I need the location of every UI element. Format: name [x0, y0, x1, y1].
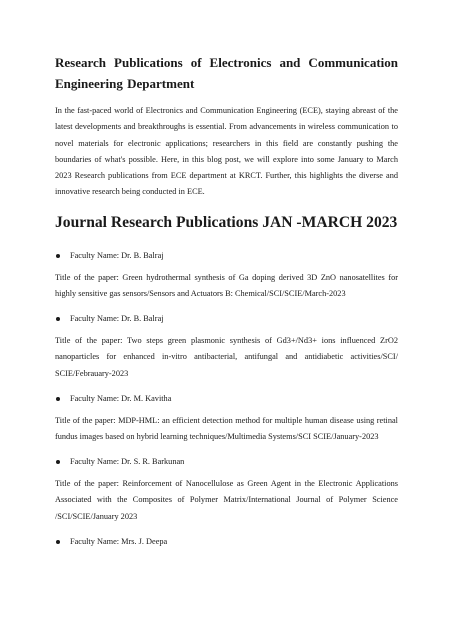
- faculty-item: [55, 248, 398, 264]
- bullet-icon: [56, 254, 60, 258]
- document-title: Research Publications of Electronics and Communication Engineering Department: [55, 55, 398, 91]
- paper-title: Title of the paper: Reinforcement of Nanocellulose as Green Agent in the Electronic Applications Associated with the Composites of Polymer Matrix/International Journal of Polymer Science /SCI/SCIE/January 2023: [55, 479, 398, 521]
- faculty-item: [55, 454, 398, 470]
- bullet-icon: [56, 460, 60, 464]
- bullet-icon: [56, 540, 60, 544]
- faculty-name: Faculty Name: Dr. M. Kavitha: [70, 393, 172, 403]
- faculty-item: [55, 311, 398, 327]
- publication-entry: [55, 534, 398, 550]
- bullet-icon: [56, 397, 60, 401]
- faculty-name: Faculty Name: Dr. B. Balraj: [70, 314, 164, 324]
- faculty-name: Faculty Name: Mrs. J. Deepa: [70, 536, 168, 546]
- bullet-icon: [56, 317, 60, 321]
- paper-title: Title of the paper: MDP-HML: an efficient detection method for multiple human disease using retinal fundus images based on hybrid learning techniques/Multimedia Systems/SCI SCIE/January-2023: [55, 415, 398, 441]
- paper-title: Title of the paper: Green hydrothermal synthesis of Ga doping derived 3D ZnO nanosatellites for highly sensitive gas sensors/Sensors and Actuators B: Chemical/SCI/SCIE/March-2023: [55, 272, 398, 298]
- publication-entry: [55, 454, 398, 525]
- paper-title: Title of the paper: Two steps green plasmonic synthesis of Gd3+/Nd3+ ions influenced ZrO2 nanoparticles for enhanced in-vitro antibacterial, antifungal and antidiabetic activities/SCI/ SCIE/Febrauary-2023: [55, 336, 398, 378]
- faculty-item: [55, 534, 398, 550]
- faculty-name: Faculty Name: Dr. S. R. Barkunan: [70, 457, 185, 467]
- section-heading: Journal Research Publications JAN -MARCH 2023: [55, 213, 398, 231]
- publication-entry: [55, 248, 398, 302]
- faculty-name: Faculty Name: Dr. B. Balraj: [70, 250, 164, 260]
- intro-paragraph: In the fast-paced world of Electronics and Communication Engineering (ECE), staying abreast of the latest developments and breakthroughs is essential. From advancements in wireless communication to novel materials for electronic applications; researchers in this field are constantly pushing the boundaries of what's possible. Here, in this blog post, we will explore into some January to March 2023 Research publications from ECE department at KRCT. Further, this highlights the diverse and innovative research being conducted in ECE.: [55, 106, 398, 197]
- publication-entry: [55, 391, 398, 445]
- document-page: [55, 52, 398, 556]
- faculty-item: [55, 391, 398, 407]
- publication-entry: [55, 311, 398, 382]
